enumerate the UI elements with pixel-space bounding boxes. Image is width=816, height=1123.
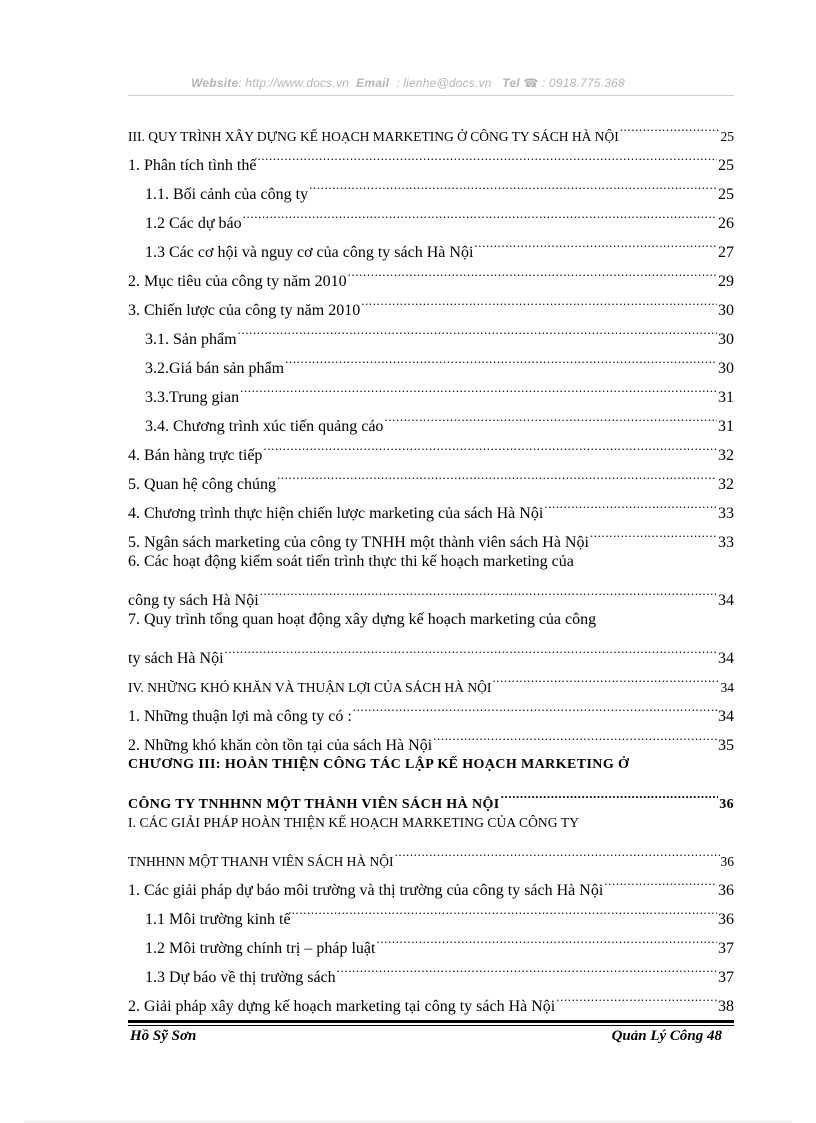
toc-entry-page: 36 bbox=[719, 797, 734, 812]
toc-entry-page: 31 bbox=[718, 389, 734, 406]
toc-entry-page: 34 bbox=[718, 592, 734, 609]
toc-entry-title: 1. Phân tích tình thế bbox=[128, 157, 257, 174]
website-label: Website bbox=[191, 76, 239, 90]
dot-leader bbox=[243, 199, 717, 228]
toc-entry-title: TNHHNN MỘT THANH VIÊN SÁCH HÀ NỘI bbox=[128, 854, 394, 869]
dot-leader bbox=[556, 982, 717, 1011]
toc-entry-page: 38 bbox=[718, 998, 734, 1015]
toc-entry-page: 33 bbox=[718, 505, 734, 522]
toc-entry-title: III. QUY TRÌNH XÂY DỰNG KẾ HOẠCH MARKETING Ở CÔNG TY SÁCH HÀ NỘI bbox=[128, 129, 619, 144]
toc-entry-title: 4. Chương trình thực hiện chiến lược marketing của sách Hà Nội bbox=[128, 505, 544, 522]
toc-entry-title: 3.3.Trung gian bbox=[145, 389, 240, 406]
toc-entry-page: 26 bbox=[718, 215, 734, 232]
toc-entry-page: 31 bbox=[718, 418, 734, 435]
toc-entry-title: 4. Bán hàng trực tiếp bbox=[128, 447, 263, 464]
dot-leader bbox=[590, 518, 717, 547]
toc-entry-page: 36 bbox=[718, 882, 734, 899]
toc-entry-page: 37 bbox=[718, 969, 734, 986]
page-edge-dotted-line bbox=[25, 1121, 791, 1122]
toc-entry-page: 37 bbox=[718, 940, 734, 957]
toc-entry-title: ty sách Hà Nội bbox=[128, 650, 224, 667]
tel-label: Tel bbox=[502, 76, 520, 90]
toc-entry-title: CÔNG TY TNHHNN MỘT THÀNH VIÊN SÁCH HÀ NỘI bbox=[128, 797, 500, 812]
toc-entry bbox=[128, 576, 734, 609]
toc-entry-page: 35 bbox=[718, 737, 734, 754]
dot-leader bbox=[544, 489, 717, 518]
email-value: : lienhe@docs.vn bbox=[396, 76, 492, 90]
toc-entry-title: 3. Chiến lược của công ty năm 2010 bbox=[128, 302, 361, 319]
dot-leader bbox=[501, 779, 719, 808]
toc-entry bbox=[128, 634, 734, 667]
footer-author: Hồ Sỹ Sơn bbox=[130, 1028, 197, 1044]
toc-entry-title: 1.2 Các dự báo bbox=[145, 215, 242, 232]
dot-leader bbox=[474, 228, 717, 257]
dot-leader bbox=[492, 663, 719, 692]
toc-entry bbox=[128, 112, 734, 144]
dot-leader bbox=[376, 924, 717, 953]
toc-entry-page: 25 bbox=[720, 129, 734, 144]
toc-entry-page: 30 bbox=[718, 360, 734, 377]
header-divider bbox=[128, 95, 734, 96]
dot-leader bbox=[384, 402, 717, 431]
chapter-heading-first-line: CHƯƠNG III: HOÀN THIỆN CÔNG TÁC LẬP KẾ HOẠCH MARKETING Ở bbox=[128, 757, 630, 772]
dot-leader bbox=[348, 257, 717, 286]
dot-leader bbox=[353, 692, 717, 721]
dot-leader bbox=[309, 170, 717, 199]
dot-leader bbox=[292, 895, 717, 924]
toc-entry-page: 32 bbox=[718, 476, 734, 493]
toc-entry-page: 34 bbox=[720, 680, 734, 695]
email-label: Email bbox=[356, 76, 390, 90]
dot-leader bbox=[337, 953, 717, 982]
footer-class-name: Quản Lý Công 48 bbox=[611, 1028, 722, 1044]
toc-entry-title: 3.2.Giá bán sản phẩm bbox=[145, 360, 285, 377]
toc-entry-title: 5. Quan hệ công chúng bbox=[128, 476, 276, 493]
dot-leader bbox=[395, 837, 720, 866]
toc-entry-page: 36 bbox=[720, 854, 734, 869]
toc-entry-first-line: 7. Quy trình tổng quan hoạt động xây dựng kế hoạch marketing của công bbox=[128, 611, 597, 628]
toc-entry-page: 30 bbox=[718, 302, 734, 319]
toc-entry-title: 2. Mục tiêu của công ty năm 2010 bbox=[128, 273, 347, 290]
dot-leader bbox=[433, 721, 717, 750]
footer-divider-thick bbox=[128, 1020, 734, 1023]
dot-leader bbox=[238, 315, 717, 344]
website-value: : http://www.docs.vn bbox=[238, 76, 350, 90]
dot-leader bbox=[225, 634, 717, 663]
page-header bbox=[0, 76, 816, 90]
dot-leader bbox=[277, 460, 717, 489]
dot-leader bbox=[361, 286, 717, 315]
toc-entry-title: 1.1. Bối cảnh của công ty bbox=[145, 186, 309, 203]
toc-entry-title: 3.1. Sản phẩm bbox=[145, 331, 237, 348]
toc-chapter-entry bbox=[128, 779, 734, 812]
dot-leader bbox=[620, 112, 720, 141]
toc-entry-page: 25 bbox=[718, 157, 734, 174]
toc-entry-page: 32 bbox=[718, 447, 734, 464]
toc-entry-page: 27 bbox=[718, 244, 734, 261]
toc-entry-page: 29 bbox=[718, 273, 734, 290]
dot-leader bbox=[257, 141, 717, 170]
toc-entry-title: 5. Ngân sách marketing của công ty TNHH một thành viên sách Hà Nội bbox=[128, 534, 589, 551]
dot-leader bbox=[240, 373, 717, 402]
tel-value: ☎ : 0918.775.368 bbox=[523, 76, 625, 90]
table-of-contents bbox=[128, 112, 734, 1015]
footer-divider-thin bbox=[128, 1025, 734, 1026]
dot-leader bbox=[285, 344, 717, 373]
toc-entry-title: 3.4. Chương trình xúc tiến quảng cáo bbox=[145, 418, 384, 435]
toc-entry-first-line: 6. Các hoạt động kiểm soát tiến trình thực thi kế hoạch marketing của bbox=[128, 553, 574, 570]
dot-leader bbox=[263, 431, 717, 460]
toc-entry-title: 2. Giải pháp xây dựng kế hoạch marketing tại công ty sách Hà Nội bbox=[128, 998, 556, 1015]
dot-leader bbox=[260, 576, 717, 605]
toc-entry-page: 34 bbox=[718, 708, 734, 725]
toc-entry-title: công ty sách Hà Nội bbox=[128, 592, 259, 609]
dot-leader bbox=[604, 866, 717, 895]
toc-entry-title: IV. NHỮNG KHÓ KHĂN VÀ THUẬN LỢI CỦA SÁCH HÀ NỘI bbox=[128, 680, 492, 695]
toc-entry-page: 33 bbox=[718, 534, 734, 551]
toc-entry-title: 1. Các giải pháp dự báo môi trường và thị trường của công ty sách Hà Nội bbox=[128, 882, 604, 899]
toc-entry bbox=[128, 837, 734, 869]
toc-entry-title: 1.2 Môi trường chính trị – pháp luật bbox=[145, 940, 376, 957]
toc-entry-title: 1.3 Dự báo về thị trường sách bbox=[145, 969, 336, 986]
toc-entry-title: 1.1 Môi trường kinh tế bbox=[145, 911, 291, 928]
toc-entry-page: 36 bbox=[718, 911, 734, 928]
toc-entry-first-line: I. CÁC GIẢI PHÁP HOÀN THIỆN KẾ HOẠCH MARKETING CỦA CÔNG TY bbox=[128, 815, 580, 830]
toc-entry-title: 2. Những khó khăn còn tồn tại của sách Hà Nội bbox=[128, 737, 433, 754]
toc-entry-page: 25 bbox=[718, 186, 734, 203]
toc-entry-page: 30 bbox=[718, 331, 734, 348]
toc-entry-title: 1.3 Các cơ hội và nguy cơ của công ty sách Hà Nội bbox=[145, 244, 474, 261]
toc-entry-page: 34 bbox=[718, 650, 734, 667]
toc-entry-title: 1. Những thuận lợi mà công ty có : bbox=[128, 708, 352, 725]
